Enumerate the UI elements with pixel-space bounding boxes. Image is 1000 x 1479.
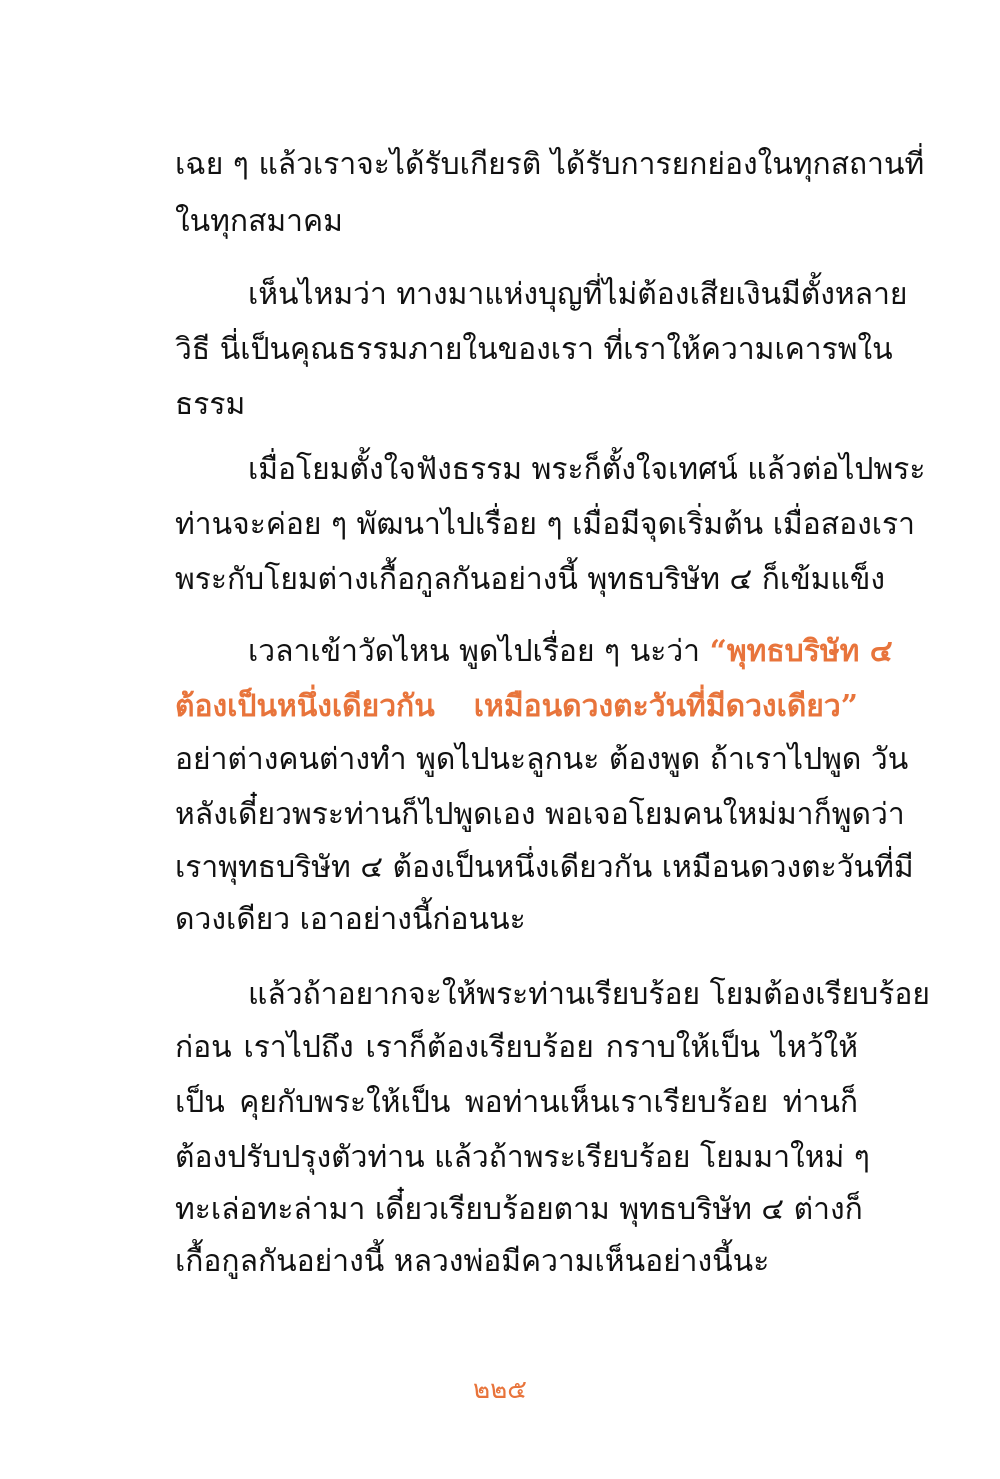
text-line: ทะเล่อทะล่ามา เดี๋ยวเรียบร้อยตาม พุทธบริษัท ๔ ต่างก็ (175, 1192, 863, 1227)
text-line: อย่าต่างคนต่างทำ พูดไปนะลูกนะ ต้องพูด ถ้าเราไปพูด วัน (175, 742, 909, 777)
text-line: พระกับโยมต่างเกื้อกูลกันอย่างนี้ พุทธบริษัท ๔ ก็เข้มแข็ง (175, 562, 885, 597)
text-line: เฉย ๆ แล้วเราจะได้รับเกียรติ ได้รับการยกย่องในทุกสถานที่ (175, 147, 925, 182)
text-line: หลังเดี๋ยวพระท่านก็ไปพูดเอง พอเจอโยมคนใหม่มาก็พูดว่า (175, 797, 905, 832)
text-line: ดวงเดียว เอาอย่างนี้ก่อนนะ (175, 902, 526, 937)
text-line: ก่อน เราไปถึง เราก็ต้องเรียบร้อย กราบให้เป็น ไหว้ให้ (175, 1030, 858, 1065)
text-segment: เวลาเข้าวัดไหน พูดไปเรื่อย ๆ นะว่า (248, 634, 710, 669)
text-line: เราพุทธบริษัท ๔ ต้องเป็นหนึ่งเดียวกัน เหมือนดวงตะวันที่มี (175, 850, 914, 885)
paragraph-first-line: เห็นไหมว่า ทางมาแห่งบุญที่ไม่ต้องเสียเงินมีตั้งหลาย (248, 277, 908, 312)
page-number: ๒๒๕ (473, 1375, 527, 1405)
paragraph-first-line: เมื่อโยมตั้งใจฟังธรรม พระก็ตั้งใจเทศน์ แล้วต่อไปพระ (248, 452, 926, 487)
highlighted-quote: “พุทธบริษัท ๔ (709, 634, 893, 669)
text-line: ต้องปรับปรุงตัวท่าน แล้วถ้าพระเรียบร้อย โยมมาใหม่ ๆ (175, 1140, 870, 1175)
text-line: เป็น คุยกับพระให้เป็น พอท่านเห็นเราเรียบร้อย ท่านก็ (175, 1085, 858, 1120)
paragraph-first-line: แล้วถ้าอยากจะให้พระท่านเรียบร้อย โยมต้องเรียบร้อย (248, 977, 930, 1012)
text-line: เกื้อกูลกันอย่างนี้ หลวงพ่อมีความเห็นอย่างนี้นะ (175, 1244, 770, 1279)
highlighted-quote: ต้องเป็นหนึ่งเดียวกัน เหมือนดวงตะวันที่มีดวงเดียว” (175, 689, 858, 724)
text-line: วิธี นี่เป็นคุณธรรมภายในของเรา ที่เราให้ความเคารพใน (175, 332, 893, 367)
text-line: ธรรม (175, 387, 246, 422)
text-line: ท่านจะค่อย ๆ พัฒนาไปเรื่อย ๆ เมื่อมีจุดเริ่มต้น เมื่อสองเรา (175, 507, 915, 542)
paragraph-first-line (248, 626, 893, 678)
text-line: ในทุกสมาคม (175, 204, 343, 239)
